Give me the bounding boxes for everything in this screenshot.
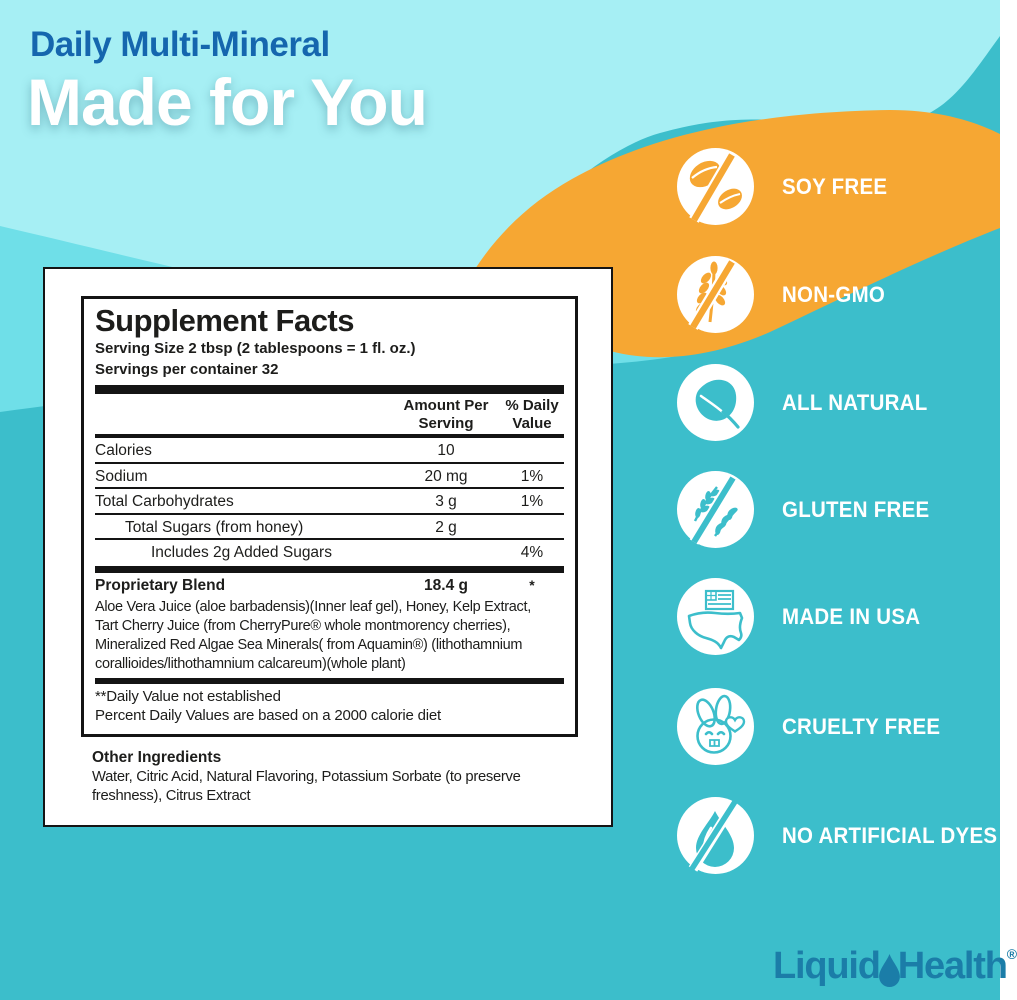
serving-size: Serving Size 2 tbsp (2 tablespoons = 1 fl. oz.)	[95, 340, 416, 357]
blend-ingredients-line: Mineralized Red Algae Sea Minerals( from Aquamin®) (lithothamnium	[95, 636, 523, 653]
supplement-facts-title: Supplement Facts	[95, 303, 354, 338]
badge-non-gmo	[677, 256, 893, 333]
nutrient-dv: 4%	[520, 544, 544, 561]
amount-header-line1: Amount Per	[403, 397, 489, 414]
badge-label: MADE IN USA	[782, 603, 921, 629]
badge-label: SOY FREE	[782, 173, 888, 199]
nutrient-name: Includes 2g Added Sugars	[151, 544, 332, 561]
table-row	[95, 464, 564, 490]
logo-word-liquid: Liquid	[773, 945, 880, 987]
logo-word-health: Health	[897, 945, 1007, 987]
dv-header-line1: % Daily	[505, 397, 559, 414]
blend-name: Proprietary Blend	[95, 576, 226, 594]
proprietary-blend-row	[95, 573, 564, 598]
blend-ingredients-line: corallioides/lithothamnium calcareum)(whole plant)	[95, 655, 406, 672]
made-in-usa-icon	[677, 578, 754, 655]
servings-per-container: Servings per container 32	[95, 361, 279, 378]
nutrient-amount: 2 g	[435, 518, 457, 536]
supplement-label-card	[43, 267, 613, 827]
page-title: Made for You	[27, 65, 427, 139]
column-headers	[95, 396, 564, 434]
footnote-percent-dv: Percent Daily Values are based on a 2000 calorie diet	[95, 707, 442, 724]
badge-label: NO ARTIFICIAL DYES	[782, 822, 998, 848]
badge-all-natural	[677, 364, 938, 441]
table-row	[95, 540, 564, 566]
gluten-free-icon	[677, 471, 754, 548]
badge-soy-free	[677, 148, 895, 225]
no-artificial-dyes-icon	[677, 797, 754, 874]
badge-label: GLUTEN FREE	[782, 496, 930, 522]
badge-label: NON-GMO	[782, 281, 886, 307]
thick-rule	[95, 385, 564, 394]
supplement-facts-panel	[81, 296, 578, 737]
daily-value-column-header	[487, 397, 577, 433]
table-row	[95, 489, 564, 515]
liquid-health-logo	[773, 944, 1017, 988]
cruelty-free-icon	[677, 688, 754, 765]
nutrient-amount: 10	[437, 442, 455, 459]
non-gmo-icon	[677, 256, 754, 333]
badge-no-artificial-dyes	[677, 797, 1014, 874]
badge-cruelty-free	[677, 688, 952, 765]
nutrient-amount: 20 mg	[424, 467, 468, 485]
product-name: Daily Multi-Mineral	[30, 25, 330, 64]
nutrient-name: Sodium	[95, 467, 148, 485]
badge-label: CRUELTY FREE	[782, 713, 941, 739]
other-ingredients-title: Other Ingredients	[92, 748, 222, 766]
water-drop-icon	[879, 953, 900, 997]
table-row	[95, 515, 564, 541]
registered-mark: ®	[1006, 946, 1017, 962]
nutrient-name: Calories	[95, 442, 152, 459]
blend-ingredients-line: Tart Cherry Juice (from CherryPure® whole montmorency cherries),	[95, 617, 511, 634]
other-ingredients-line: freshness), Citrus Extract	[92, 788, 251, 804]
nutrient-dv: 1%	[520, 493, 544, 510]
thick-rule	[95, 678, 564, 684]
blend-ingredients-line: Aloe Vera Juice (aloe barbadensis)(Inner leaf gel), Honey, Kelp Extract,	[95, 598, 531, 615]
soy-free-icon	[677, 148, 754, 225]
nutrient-amount: 3 g	[435, 493, 457, 510]
blend-amount: 18.4 g	[424, 576, 468, 594]
thick-rule	[95, 566, 564, 573]
nutrient-name: Total Carbohydrates	[95, 493, 234, 510]
all-natural-icon	[677, 364, 754, 441]
badge-made-in-usa	[677, 578, 931, 655]
table-row	[95, 438, 564, 464]
footnote-dv-not-established: **Daily Value not established	[95, 687, 281, 705]
nutrient-name: Total Sugars (from honey)	[125, 518, 304, 536]
other-ingredients-line: Water, Citric Acid, Natural Flavoring, Potassium Sorbate (to preserve	[92, 768, 521, 785]
amount-header-line2: Serving	[418, 415, 474, 432]
nutrient-dv: 1%	[520, 467, 544, 485]
badge-gluten-free	[677, 471, 941, 548]
dv-header-line2: Value	[512, 415, 552, 432]
badge-label: ALL NATURAL	[782, 389, 928, 415]
blend-dv: *	[529, 576, 535, 593]
